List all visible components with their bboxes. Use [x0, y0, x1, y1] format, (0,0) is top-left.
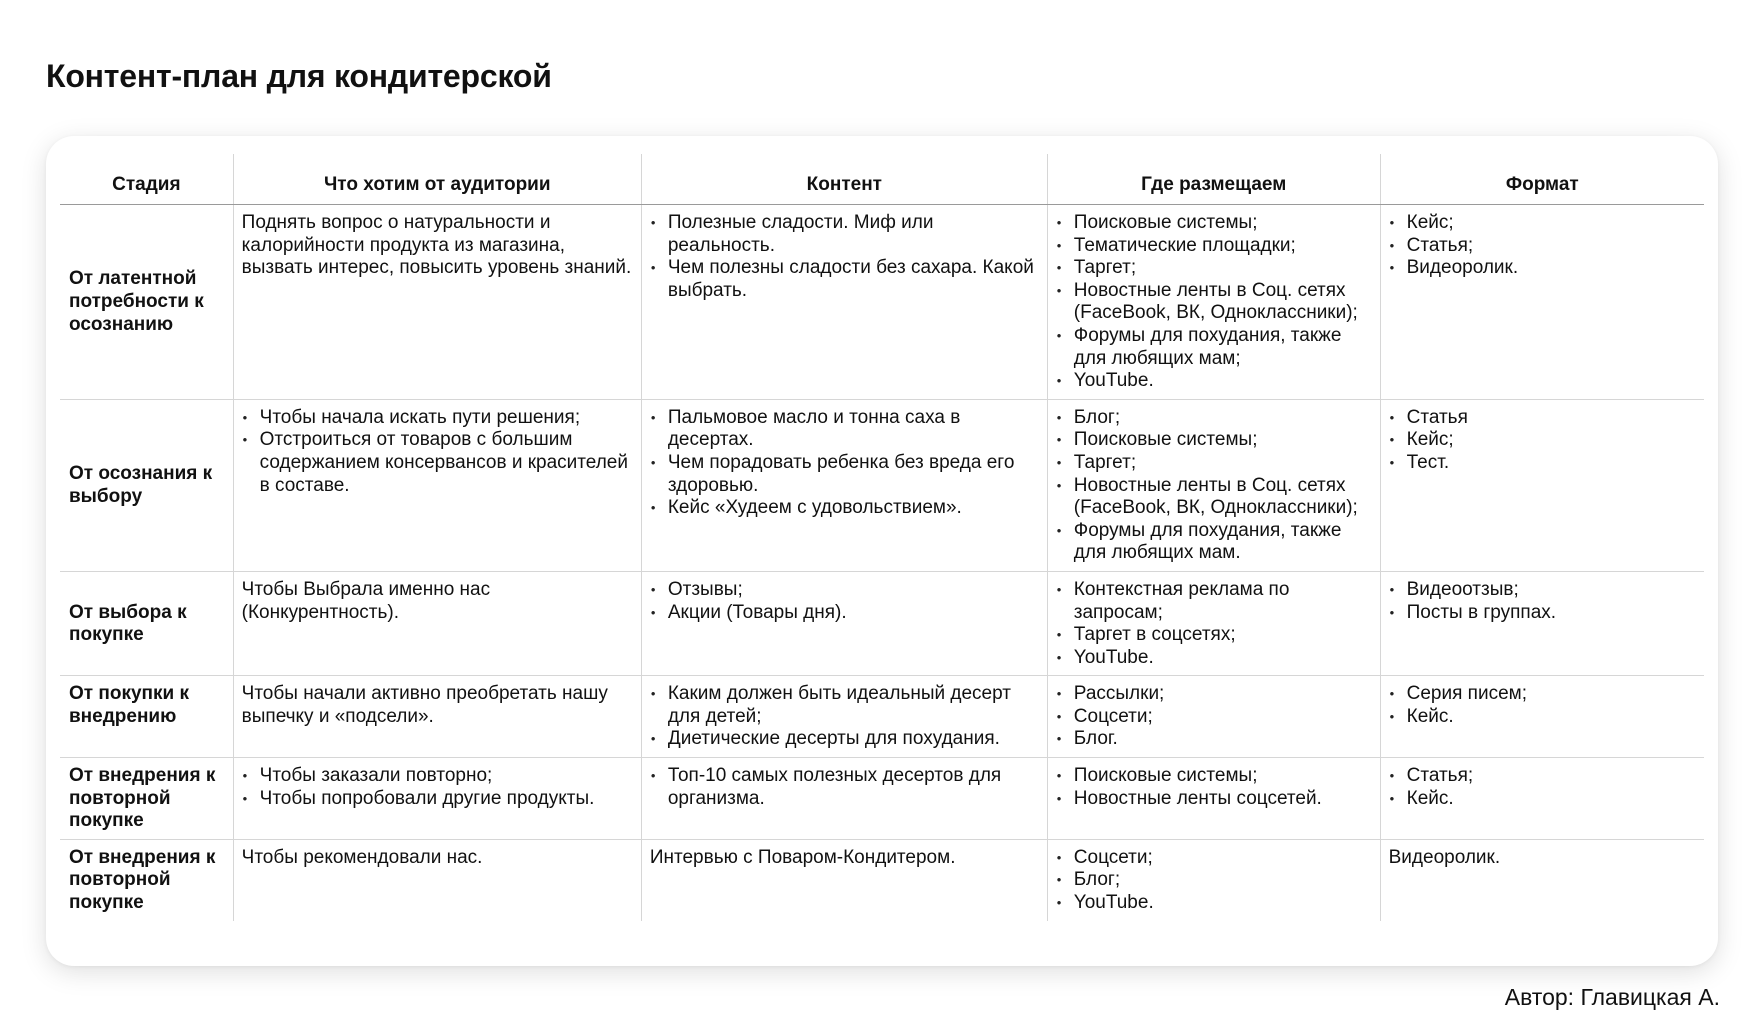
cell-format — [1380, 571, 1704, 675]
table-row — [60, 571, 1704, 675]
list-item: • Серия писем; — [1389, 683, 1696, 706]
cell-placement — [1047, 839, 1380, 920]
bullet-list — [1056, 579, 1372, 669]
author-credit: Автор: Главицкая А. — [1504, 984, 1720, 1010]
list-item: • Чем порадовать ребенка без вреда его здоровью. — [650, 452, 1039, 497]
cell-placement — [1047, 571, 1380, 675]
list-item: • Топ-10 самых полезных десертов для организма. — [650, 765, 1039, 810]
cell-placement — [1047, 758, 1380, 840]
cell-placement — [1047, 676, 1380, 758]
cell-audience-goal: Чтобы начали активно преобретать нашу выпечку и «подсели». — [233, 676, 641, 758]
table-row — [60, 839, 1704, 920]
list-item: • Блог; — [1056, 869, 1372, 892]
list-item: • YouTube. — [1056, 370, 1372, 393]
bullet-list — [1056, 212, 1372, 393]
table-row — [60, 758, 1704, 840]
cell-format — [1380, 205, 1704, 400]
list-item: • Таргет; — [1056, 452, 1372, 475]
list-item: • Посты в группах. — [1389, 602, 1696, 625]
list-item: • Полезные сладости. Миф или реальность. — [650, 212, 1039, 257]
list-item: • Форумы для похудания, также для любящих мам. — [1056, 520, 1372, 565]
list-item: • Статья; — [1389, 765, 1696, 788]
cell-placement — [1047, 205, 1380, 400]
list-item: • Кейс; — [1389, 429, 1696, 452]
cell-content — [641, 399, 1047, 571]
list-item: • Видеоотзыв; — [1389, 579, 1696, 602]
cell-stage: От покупки к внедрению — [60, 676, 233, 758]
list-item: • Новостные ленты соцсетей. — [1056, 788, 1372, 811]
header-stage: Стадия — [60, 154, 233, 205]
table-row — [60, 205, 1704, 400]
cell-audience-goal: Чтобы рекомендовали нас. — [233, 839, 641, 920]
bullet-list — [1389, 683, 1696, 728]
list-item: • Тест. — [1389, 452, 1696, 475]
bullet-list — [1056, 683, 1372, 751]
table-row — [60, 676, 1704, 758]
list-item: • Таргет; — [1056, 257, 1372, 280]
list-item: • Поисковые системы; — [1056, 429, 1372, 452]
cell-format — [1380, 399, 1704, 571]
bullet-list — [650, 407, 1039, 520]
header-audience-goal: Что хотим от аудитории — [233, 154, 641, 205]
list-item: • YouTube. — [1056, 647, 1372, 670]
cell-content — [641, 676, 1047, 758]
cell-stage: От внедрения к повторной покупке — [60, 758, 233, 840]
header-content: Контент — [641, 154, 1047, 205]
bullet-list — [1389, 407, 1696, 475]
list-item: • Таргет в соцсетях; — [1056, 624, 1372, 647]
list-item: • Тематические площадки; — [1056, 235, 1372, 258]
cell-audience-goal — [233, 758, 641, 840]
bullet-list — [242, 765, 633, 810]
bullet-list — [242, 407, 633, 497]
list-item: • Новостные ленты в Соц. сетях (FaceBook, ВК, Одноклассники); — [1056, 280, 1372, 325]
list-item: • Поисковые системы; — [1056, 212, 1372, 235]
content-plan-table — [60, 154, 1704, 921]
list-item: • Блог. — [1056, 728, 1372, 751]
cell-format: Видеоролик. — [1380, 839, 1704, 920]
cell-format — [1380, 676, 1704, 758]
cell-content — [641, 758, 1047, 840]
list-item: • Чтобы начала искать пути решения; — [242, 407, 633, 430]
bullet-list — [1389, 579, 1696, 624]
table-row — [60, 399, 1704, 571]
content-plan-card — [46, 136, 1718, 966]
cell-audience-goal: Чтобы Выбрала именно нас (Конкурентность). — [233, 571, 641, 675]
list-item: • Чтобы попробовали другие продукты. — [242, 788, 633, 811]
list-item: • Кейс; — [1389, 212, 1696, 235]
list-item: • Кейс. — [1389, 788, 1696, 811]
list-item: • Соцсети; — [1056, 847, 1372, 870]
cell-content — [641, 571, 1047, 675]
list-item: • Соцсети; — [1056, 706, 1372, 729]
list-item: • Контекстная реклама по запросам; — [1056, 579, 1372, 624]
list-item: • YouTube. — [1056, 892, 1372, 915]
list-item: • Рассылки; — [1056, 683, 1372, 706]
cell-audience-goal — [233, 399, 641, 571]
cell-content — [641, 205, 1047, 400]
bullet-list — [650, 579, 1039, 624]
cell-placement — [1047, 399, 1380, 571]
list-item: • Чтобы заказали повторно; — [242, 765, 633, 788]
header-placement: Где размещаем — [1047, 154, 1380, 205]
list-item: • Отзывы; — [650, 579, 1039, 602]
list-item: • Видеоролик. — [1389, 257, 1696, 280]
list-item: • Кейс «Худеем с удовольствием». — [650, 497, 1039, 520]
bullet-list — [1056, 847, 1372, 915]
bullet-list — [1389, 765, 1696, 810]
list-item: • Форумы для похудания, также для любящих мам; — [1056, 325, 1372, 370]
cell-audience-goal: Поднять вопрос о натуральности и калорийности продукта из магазина, вызвать интерес, повысить уровень знаний. — [233, 205, 641, 400]
list-item: • Кейс. — [1389, 706, 1696, 729]
bullet-list — [1056, 407, 1372, 565]
list-item: • Каким должен быть идеальный десерт для детей; — [650, 683, 1039, 728]
bullet-list — [1389, 212, 1696, 280]
list-item: • Блог; — [1056, 407, 1372, 430]
list-item: • Поисковые системы; — [1056, 765, 1372, 788]
header-format: Формат — [1380, 154, 1704, 205]
table-header-row — [60, 154, 1704, 205]
cell-stage: От осознания к выбору — [60, 399, 233, 571]
cell-format — [1380, 758, 1704, 840]
list-item: • Диетические десерты для похудания. — [650, 728, 1039, 751]
cell-stage: От выбора к покупке — [60, 571, 233, 675]
cell-stage: От внедрения к повторной покупке — [60, 839, 233, 920]
cell-stage: От латентной потребности к осознанию — [69, 268, 204, 335]
bullet-list — [650, 683, 1039, 751]
list-item: • Чем полезны сладости без сахара. Какой выбрать. — [650, 257, 1039, 302]
bullet-list — [650, 212, 1039, 302]
list-item: • Пальмовое масло и тонна саха в десертах. — [650, 407, 1039, 452]
bullet-list — [1056, 765, 1372, 810]
list-item: • Новостные ленты в Соц. сетях (FaceBook, ВК, Одноклассники); — [1056, 475, 1372, 520]
bullet-list — [650, 765, 1039, 810]
page-title: Контент-план для кондитерской — [46, 58, 552, 94]
cell-content: Интервью с Поваром-Кондитером. — [641, 839, 1047, 920]
list-item: • Статья; — [1389, 235, 1696, 258]
list-item: • Акции (Товары дня). — [650, 602, 1039, 625]
list-item: • Отстроиться от товаров с большим содержанием консервансов и красителей в составе. — [242, 429, 633, 497]
list-item: • Статья — [1389, 407, 1696, 430]
